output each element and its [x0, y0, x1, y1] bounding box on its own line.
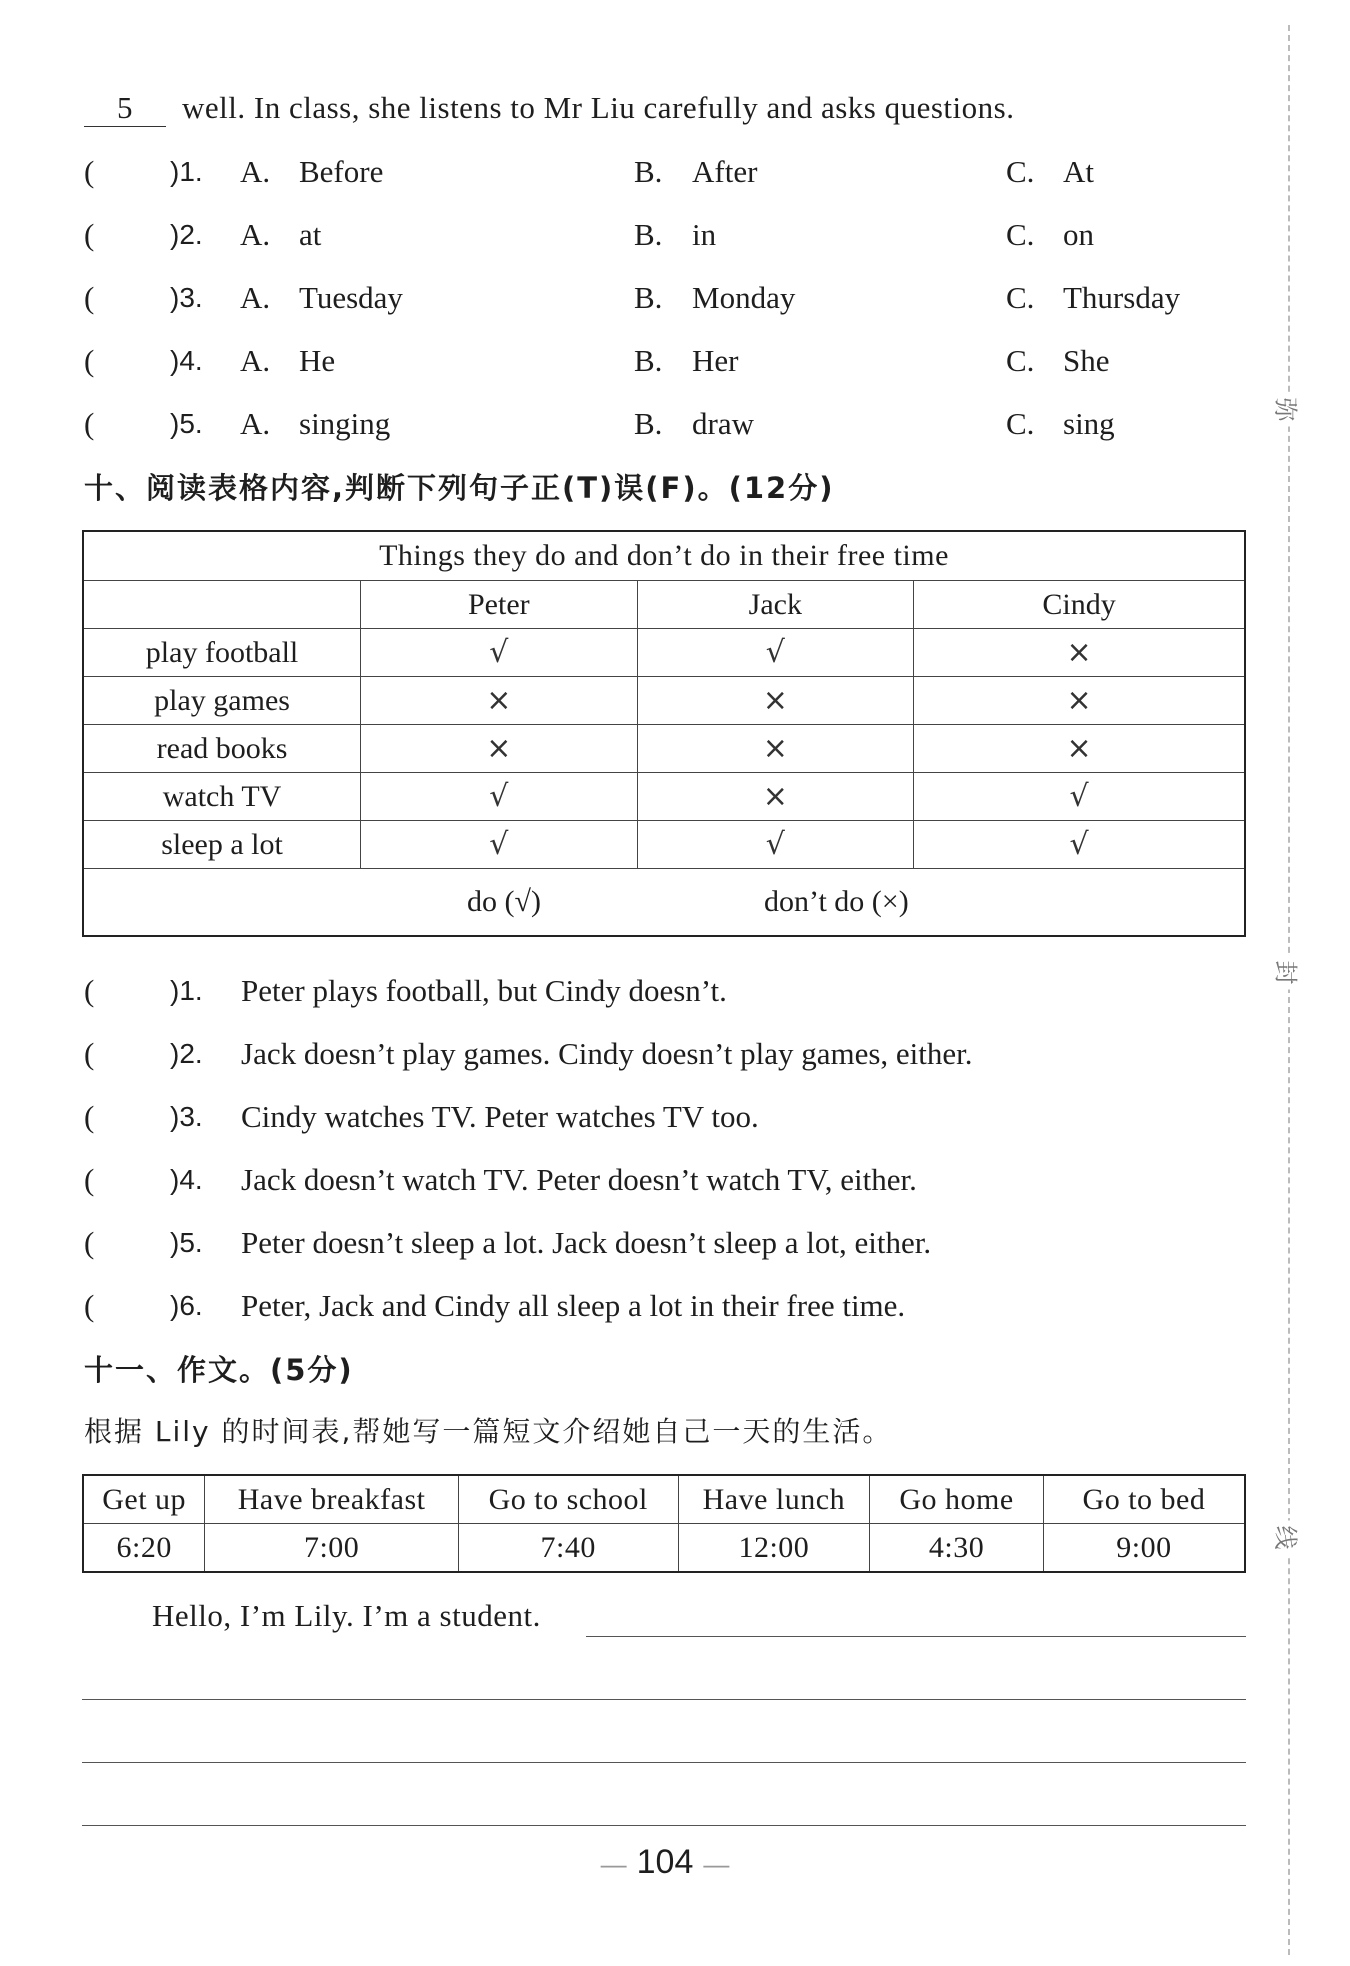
option-c: on [1063, 217, 1094, 252]
answer-paren[interactable]: ( [84, 1036, 95, 1071]
option-b-label: B. [634, 406, 663, 441]
option-c: At [1063, 154, 1094, 189]
option-a: singing [299, 406, 391, 441]
activity-cell: play games [83, 677, 361, 725]
answer-paren[interactable]: ( [84, 217, 95, 252]
mark-cell: × [361, 725, 638, 773]
option-b: After [692, 154, 758, 189]
option-a: He [299, 343, 336, 378]
activity-cell: watch TV [83, 773, 361, 821]
essay-start: Hello, I’m Lily. I’m a student. [152, 1598, 541, 1633]
option-b: Her [692, 343, 739, 378]
statement-text: Jack doesn’t watch TV. Peter doesn’t watch TV, either. [241, 1162, 917, 1197]
answer-paren[interactable]: ( [84, 406, 95, 441]
statement-number: )5. [170, 1227, 203, 1258]
statement-row [0, 1099, 1350, 1143]
blank-number: 5 [84, 90, 166, 127]
answer-paren[interactable]: ( [84, 1099, 95, 1134]
choice-row [0, 154, 1350, 198]
option-c: She [1063, 343, 1110, 378]
mark-cell: √ [637, 629, 913, 677]
passage-tail [84, 90, 1014, 127]
schedule-time: 6:20 [83, 1524, 205, 1573]
schedule-table [82, 1474, 1246, 1573]
question-number: )3. [170, 282, 203, 313]
answer-paren[interactable]: ( [84, 1288, 95, 1323]
mark-cell: √ [637, 821, 913, 869]
choice-row [0, 343, 1350, 387]
legend-do: do (√) [467, 885, 541, 918]
essay-instruction: 根据 Lily 的时间表,帮她写一篇短文介绍她自己一天的生活。 [84, 1415, 893, 1448]
option-a-label: A. [240, 406, 271, 441]
writing-line[interactable] [82, 1762, 1246, 1763]
option-c-label: C. [1006, 280, 1035, 315]
answer-paren[interactable]: ( [84, 343, 95, 378]
mark-cell: × [914, 725, 1245, 773]
statement-text: Cindy watches TV. Peter watches TV too. [241, 1099, 759, 1134]
mark-cell: × [914, 629, 1245, 677]
statement-row [0, 1225, 1350, 1269]
option-a-label: A. [240, 343, 271, 378]
schedule-time: 9:00 [1043, 1524, 1245, 1573]
table-caption: Things they do and don’t do in their free time [83, 531, 1245, 581]
writing-line[interactable] [82, 1699, 1246, 1700]
mark-cell: √ [914, 821, 1245, 869]
schedule-time: 4:30 [870, 1524, 1044, 1573]
option-b-label: B. [634, 217, 663, 252]
schedule-time: 12:00 [678, 1524, 870, 1573]
activity-cell: read books [83, 725, 361, 773]
statement-row [0, 1036, 1350, 1080]
answer-paren[interactable]: ( [84, 154, 95, 189]
option-c: sing [1063, 406, 1115, 441]
activity-cell: play football [83, 629, 361, 677]
option-b-label: B. [634, 343, 663, 378]
statement-number: )2. [170, 1038, 203, 1069]
binding-char-xian: 线 [1271, 1521, 1306, 1555]
option-a-label: A. [240, 217, 271, 252]
activity-cell: sleep a lot [83, 821, 361, 869]
question-number: )1. [170, 156, 203, 187]
page-number-dash-left: — [600, 1849, 627, 1879]
statement-row [0, 1288, 1350, 1332]
choice-row [0, 217, 1350, 261]
option-a: Before [299, 154, 384, 189]
table-row [83, 821, 1245, 869]
answer-paren[interactable]: ( [84, 1225, 95, 1260]
statement-text: Peter, Jack and Cindy all sleep a lot in their free time. [241, 1288, 906, 1323]
option-c-label: C. [1006, 217, 1035, 252]
option-c-label: C. [1006, 154, 1035, 189]
page-number: 104 [636, 1843, 694, 1881]
table-legend [83, 869, 1245, 937]
header-blank-cell [83, 581, 361, 629]
option-b: Monday [692, 280, 796, 315]
statement-text: Peter doesn’t sleep a lot. Jack doesn’t sleep a lot, either. [241, 1225, 932, 1260]
section-11-heading: 十一、作文。(5分) [84, 1353, 354, 1387]
header-cindy: Cindy [914, 581, 1245, 629]
section-10-heading: 十、阅读表格内容,判断下列句子正(T)误(F)。(12分) [84, 471, 835, 505]
mark-cell: √ [361, 821, 638, 869]
header-peter: Peter [361, 581, 638, 629]
mark-cell: × [914, 677, 1245, 725]
answer-paren[interactable]: ( [84, 973, 95, 1008]
statement-row [0, 1162, 1350, 1206]
table-row [83, 725, 1245, 773]
option-b: draw [692, 406, 754, 441]
table-row [83, 677, 1245, 725]
schedule-activity: Go to bed [1043, 1475, 1245, 1524]
question-number: )2. [170, 219, 203, 250]
mark-cell: × [637, 677, 913, 725]
statement-number: )1. [170, 975, 203, 1006]
schedule-time: 7:40 [458, 1524, 678, 1573]
question-number: )4. [170, 345, 203, 376]
legend-dont: don’t do (×) [764, 885, 909, 918]
option-b-label: B. [634, 154, 663, 189]
option-a-label: A. [240, 154, 271, 189]
option-a-label: A. [240, 280, 271, 315]
mark-cell: √ [914, 773, 1245, 821]
answer-paren[interactable]: ( [84, 1162, 95, 1197]
page-number-dash-right: — [703, 1849, 730, 1879]
option-a: at [299, 217, 322, 252]
answer-paren[interactable]: ( [84, 280, 95, 315]
mark-cell: × [637, 773, 913, 821]
binding-char-mi: 弥 [1271, 393, 1306, 427]
statement-number: )6. [170, 1290, 203, 1321]
table-row [83, 773, 1245, 821]
schedule-activity: Get up [83, 1475, 205, 1524]
schedule-activity: Go home [870, 1475, 1044, 1524]
statement-text: Jack doesn’t play games. Cindy doesn’t play games, either. [241, 1036, 973, 1071]
statement-row [0, 973, 1350, 1017]
binding-char-feng: 封 [1271, 956, 1306, 990]
statement-text: Peter plays football, but Cindy doesn’t. [241, 973, 727, 1008]
header-jack: Jack [637, 581, 913, 629]
option-c: Thursday [1063, 280, 1181, 315]
option-b-label: B. [634, 280, 663, 315]
question-number: )5. [170, 408, 203, 439]
passage-tail-text: well. In class, she listens to Mr Liu carefully and asks questions. [182, 90, 1015, 125]
page-number-area [0, 1843, 1330, 1882]
schedule-time: 7:00 [205, 1524, 459, 1573]
schedule-activity: Have breakfast [205, 1475, 459, 1524]
schedule-activity: Go to school [458, 1475, 678, 1524]
option-c-label: C. [1006, 406, 1035, 441]
mark-cell: × [637, 725, 913, 773]
writing-line[interactable] [586, 1636, 1246, 1637]
choice-row [0, 406, 1350, 450]
choice-row [0, 280, 1350, 324]
statement-number: )4. [170, 1164, 203, 1195]
option-a: Tuesday [299, 280, 403, 315]
statement-number: )3. [170, 1101, 203, 1132]
mark-cell: × [361, 677, 638, 725]
option-c-label: C. [1006, 343, 1035, 378]
schedule-activity: Have lunch [678, 1475, 870, 1524]
table-row [83, 629, 1245, 677]
mark-cell: √ [361, 629, 638, 677]
free-time-table [82, 530, 1246, 937]
mark-cell: √ [361, 773, 638, 821]
option-b: in [692, 217, 717, 252]
writing-line[interactable] [82, 1825, 1246, 1826]
